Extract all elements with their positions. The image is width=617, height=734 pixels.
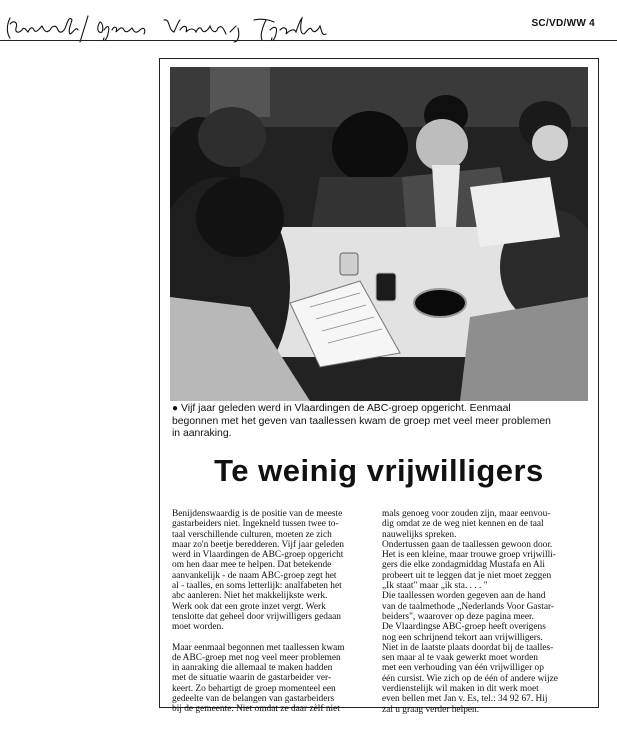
text-line: met de situatie waarin de gastarbeider ver- xyxy=(172,673,332,684)
caption-line-3: in aanraking. xyxy=(172,428,232,440)
text-line: Niet in de laatste plaats doordat bij de taalles- xyxy=(382,642,554,653)
text-line: keert. Zo behartigt de groep momenteel een xyxy=(172,683,336,694)
text-line: Werk ook dat een grote inzet vergt. Werk xyxy=(172,601,326,612)
text-line: taal verschillende culturen, moeten ze zich xyxy=(172,529,332,540)
text-line: gers die elke zondagmiddag Mustafa en Ali xyxy=(382,560,545,571)
text-line: de ABC-groep met nog veel meer problemen xyxy=(172,652,341,663)
text-line: één cursist. Wie zich op de één of andere wijze xyxy=(382,673,558,684)
caption-line-2: begonnen met het geven van taallessen kwam de groep met veel meer problemen xyxy=(172,415,551,427)
article-column-left xyxy=(172,509,377,725)
text-line: probeert uit te leggen dat je niet moet zeggen xyxy=(382,570,552,581)
caption-bullet: ● xyxy=(172,403,179,414)
text-line: Maar eenmaal begonnen met taallessen kwam xyxy=(172,642,345,653)
text-line: aanvankelijk - de naam ABC-groep zegt het xyxy=(172,570,337,581)
caption-line-1: Vijf jaar geleden werd in Vlaardingen de ABC-groep opgericht. Eenmaal xyxy=(181,403,511,414)
text-line: moet worden. xyxy=(172,622,224,633)
text-line: Het is een kleine, maar trouwe groep vrijwilli- xyxy=(382,550,556,561)
text-line: van de taalmethode „Nederlands Voor Gastar- xyxy=(382,601,555,612)
group-meeting-photo-icon xyxy=(170,67,588,401)
text-line: sen maar al te vaak gewerkt moet worden xyxy=(382,653,538,664)
text-line: werd in Vlaardingen de ABC-groep opgericht xyxy=(172,550,344,561)
text-line: „Ik staat" maar „ik sta. . . . " xyxy=(382,581,488,592)
photo-caption xyxy=(172,403,584,441)
text-line: verdienstelijk wil maken in dit werk moet xyxy=(382,684,539,695)
text-line: zal u graag verder helpen. xyxy=(382,704,480,715)
article-paragraph xyxy=(172,643,377,715)
text-line: in aanraking die allemaal te maken hadden xyxy=(172,663,333,674)
article-headline: Te weinig vrijwilligers xyxy=(214,453,544,488)
text-line: maar zo'n beetje beredderen. Vijf jaar geleden xyxy=(172,539,344,550)
text-line: even bellen met Jan v. Es, tel.: 34 92 67. Hij xyxy=(382,694,548,705)
text-line: om hen daar mee te helpen. Dat betekende xyxy=(172,560,332,571)
page-reference-code: SC/VD/WW 4 xyxy=(531,18,595,29)
text-line: nauwelijks spreken. xyxy=(382,529,457,540)
text-line: bij de gemeente. Niet omdat ze daar zèlf niet xyxy=(172,704,340,715)
text-line: Ondertussen gaan de taallessen gewoon door. xyxy=(382,539,553,550)
text-line: abc aanleren. Niet het makkelijkste werk. xyxy=(172,591,328,602)
header-rule xyxy=(0,40,617,41)
text-line: dig omdat ze de weg niet kennen en de taal xyxy=(382,519,544,530)
text-line: met een verhouding van één vrijwilliger op xyxy=(382,663,544,674)
newspaper-clipping xyxy=(159,58,599,715)
text-line: tenslotte dat geheel door vrijwilligers gedaan xyxy=(172,611,341,622)
text-line: De Vlaardingse ABC-groep heeft overigens xyxy=(382,622,546,633)
text-line: al - taalles, en soms letterlijk: analfabeten het xyxy=(172,581,342,592)
text-line: beiders", waarover op deze pagina meer. xyxy=(382,611,534,622)
text-line: gedeelte van de belangen van gastarbeiders xyxy=(172,694,335,705)
article-paragraph xyxy=(382,540,587,715)
text-line: Die taallessen worden gegeven aan de hand xyxy=(382,591,546,602)
group-meeting-photo xyxy=(170,67,588,401)
text-line: Benijdenswaardig is de positie van de meeste xyxy=(172,509,343,519)
article-column-right xyxy=(382,509,587,725)
article-paragraph xyxy=(382,509,587,540)
text-line: mals genoeg voor zouden zijn, maar eenvou- xyxy=(382,509,551,519)
text-line: gastarbeiders niet. Ingekneld tussen twee to- xyxy=(172,519,339,530)
text-line: nog een schrijnend tekort aan vrijwilligers. xyxy=(382,632,543,643)
article-paragraph xyxy=(172,509,377,633)
